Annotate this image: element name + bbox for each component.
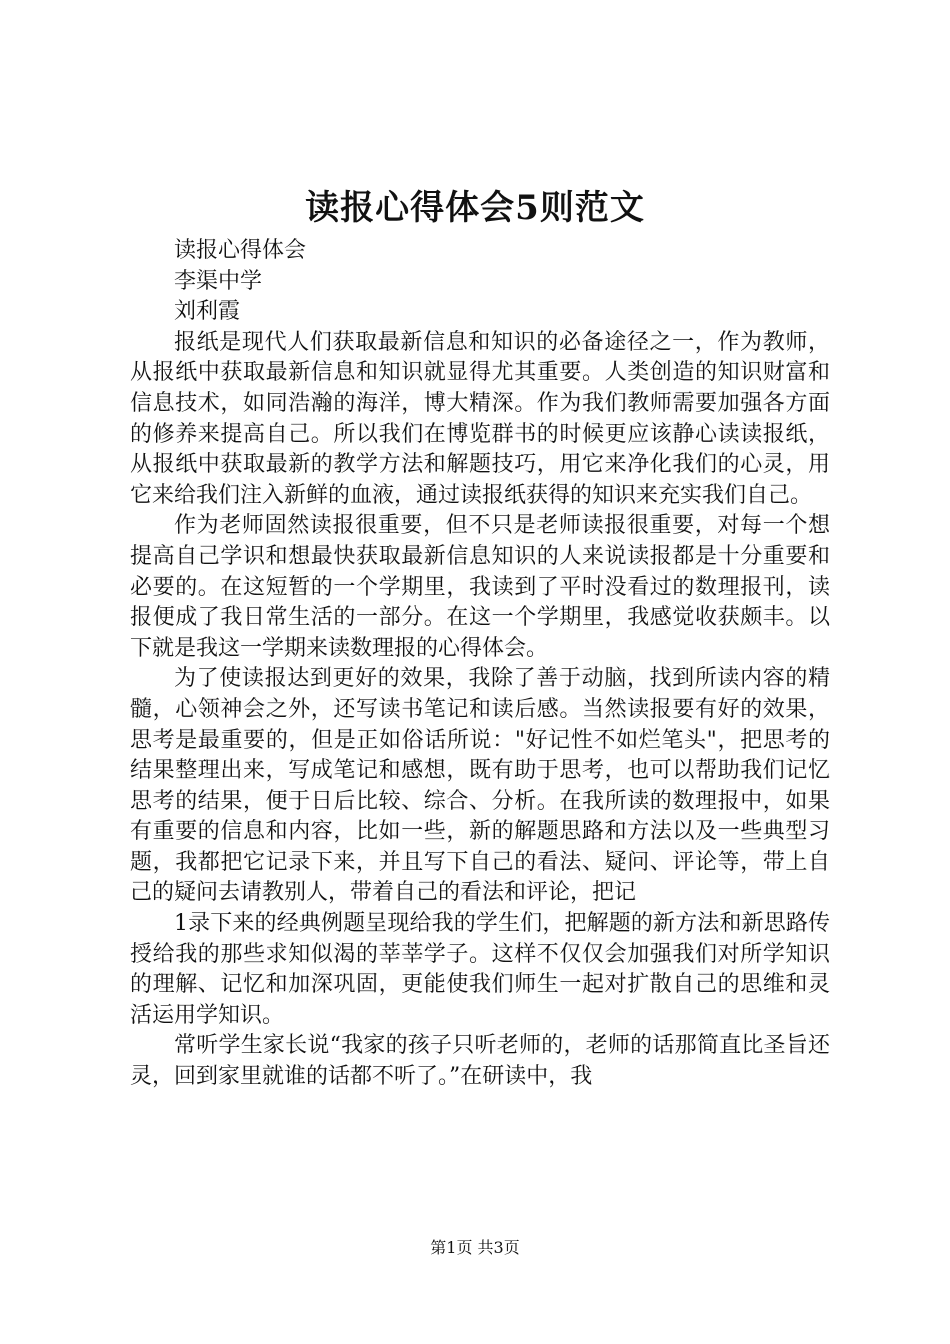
paragraph: 为了使读报达到更好的效果，我除了善于动脑，找到所读内容的精髓，心领神会之外，还写读书笔记和读后感。当然读报要有好的效果，思考是最重要的，但是正如俗话所说："好记性不如烂笔头"，把思考的结果整理出来，写成笔记和感想，既有助于思考，也可以帮助我们记忆思考的结果，便于日后比较、综合、分析。在我所读的数理报中，如果有重要的信息和内容，比如一些，新的解题思路和方法以及一些典型习题，我都把它记录下来，并且写下自己的看法、疑问、评论等，带上自己的疑问去请教别人，带着自己的看法和评论，把记 xyxy=(130,666,830,906)
paragraph: 作为老师固然读报很重要，但不只是老师读报很重要，对每一个想提高自己学识和想最快获取最新信息知识的人来说读报都是十分重要和必要的。在这短暂的一个学期里，我读到了平时没看过的数理报刊，读报便成了我日常生活的一部分。在这一个学期里，我感觉收获颇丰。以下就是我这一学期来读数理报的心得体会。 xyxy=(130,513,830,661)
paragraph-heading: 读报心得体会 xyxy=(174,238,307,263)
document-body xyxy=(130,236,830,1093)
paragraph-school: 李渠中学 xyxy=(174,268,263,294)
paragraph-author: 刘利霞 xyxy=(174,299,241,325)
paragraph: 1录下来的经典例题呈现给我的学生们，把解题的新方法和新思路传授给我的那些求知似渴的莘莘学子。这样不仅仅会加强我们对所学知识的理解、记忆和加深巩固，更能使我们师生一起对扩散自己的思维和灵活运用学知识。 xyxy=(130,911,830,1028)
document-title: 读报心得体会5则范文 xyxy=(305,188,645,228)
paragraph: 报纸是现代人们获取最新信息和知识的必备途径之一，作为教师，从报纸中获取最新信息和知识就显得尤其重要。人类创造的知识财富和信息技术，如同浩瀚的海洋，博大精深。作为我们教师需要加强各方面的修养来提高自己。所以我们在博览群书的时候更应该静心读读报纸，从报纸中获取最新的教学方法和解题技巧，用它来净化我们的心灵，用它来给我们注入新鲜的血液，通过读报纸获得的知识来充实我们自己。 xyxy=(130,329,830,508)
page-footer: 第1页 共3页 xyxy=(430,1238,520,1257)
paragraph: 常听学生家长说“我家的孩子只听老师的，老师的话那简直比圣旨还灵，回到家里就谁的话都不听了。”在研读中，我 xyxy=(130,1033,830,1090)
